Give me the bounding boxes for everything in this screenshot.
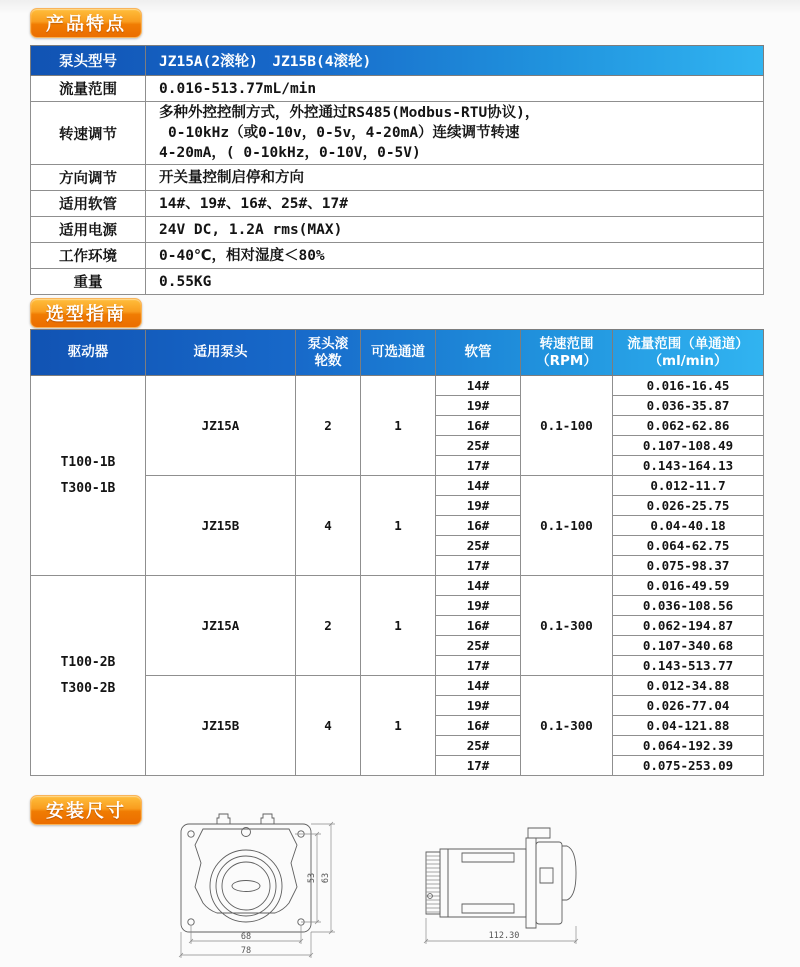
- flow-cell: 0.036-108.56: [613, 596, 764, 616]
- inlet-port-outline: [217, 814, 230, 824]
- tube-cell: 17#: [436, 756, 521, 776]
- spec-value: [146, 217, 764, 243]
- section-badge-selection-guide: 选型指南: [30, 298, 142, 328]
- spec-value: [146, 76, 764, 102]
- spec-table: [30, 45, 764, 295]
- spec-value: [146, 269, 764, 295]
- speed-cell: 0.1-100: [521, 376, 613, 476]
- tube-cell: 16#: [436, 716, 521, 736]
- col-header-line: （ml/min）: [648, 352, 728, 369]
- spec-value-line: 0-40℃，相对湿度＜80%: [159, 247, 325, 264]
- channels-cell: 1: [361, 576, 436, 676]
- col-header-channels: 可选通道: [361, 330, 436, 376]
- connector-block: [528, 828, 550, 838]
- rollers-cell: 2: [296, 376, 361, 476]
- spec-row-direction-control: [31, 165, 764, 191]
- table-row: [31, 376, 764, 396]
- flow-cell: 0.064-62.75: [613, 536, 764, 556]
- spec-value-line: 4-20mA，( 0-10kHz，0-10V，0-5V): [159, 145, 421, 161]
- speed-cell: 0.1-100: [521, 476, 613, 576]
- flow-cell: 0.04-121.88: [613, 716, 764, 736]
- spec-header-label: 泵头型号: [31, 46, 146, 76]
- spec-label: 流量范围: [31, 76, 146, 102]
- spec-value: [146, 243, 764, 269]
- flow-cell: 0.143-164.13: [613, 456, 764, 476]
- spec-row-environment: [31, 243, 764, 269]
- col-header-tube: 软管: [436, 330, 521, 376]
- selection-guide-table: [30, 329, 764, 776]
- flow-cell: 0.075-253.09: [613, 756, 764, 776]
- tube-cell: 16#: [436, 516, 521, 536]
- flow-cell: 0.04-40.18: [613, 516, 764, 536]
- col-header-line: 转速范围: [539, 335, 594, 352]
- col-header-flow: [613, 330, 764, 376]
- tube-cell: 17#: [436, 456, 521, 476]
- tube-cell: 25#: [436, 536, 521, 556]
- tube-cell: 14#: [436, 676, 521, 696]
- rollers-cell: 2: [296, 576, 361, 676]
- pump-side-view-drawing: [418, 822, 608, 950]
- driver-cell: [31, 376, 146, 576]
- flow-cell: 0.012-11.7: [613, 476, 764, 496]
- col-header-pump-head: 适用泵头: [146, 330, 296, 376]
- col-header-line: （RPM）: [536, 352, 597, 369]
- rollers-cell: 4: [296, 676, 361, 776]
- spec-value-line: 多种外控控制方式，外控通过RS485(Modbus-RTU协议)，: [159, 105, 540, 121]
- dim-label-outer-height: 63: [321, 872, 331, 884]
- tube-cell: 19#: [436, 696, 521, 716]
- pump-head-cell: JZ15A: [146, 376, 296, 476]
- driver-model: T100-2B: [60, 654, 116, 670]
- flow-cell: 0.026-77.04: [613, 696, 764, 716]
- flow-cell: 0.062-194.87: [613, 616, 764, 636]
- flow-cell: 0.064-192.39: [613, 736, 764, 756]
- rollers-cell: 4: [296, 476, 361, 576]
- spec-row-tubing: [31, 191, 764, 217]
- dim-label-outer-width: 78: [240, 946, 252, 956]
- tube-cell: 25#: [436, 736, 521, 756]
- tube-cell: 17#: [436, 556, 521, 576]
- flow-cell: 0.036-35.87: [613, 396, 764, 416]
- channels-cell: 1: [361, 476, 436, 576]
- spec-value-line: 14#、19#、16#、25#、17#: [159, 195, 348, 212]
- col-header-rollers: [296, 330, 361, 376]
- pump-front-view-drawing: [163, 810, 363, 964]
- spec-value: [146, 102, 764, 165]
- col-header-line: 泵头滚: [307, 335, 349, 352]
- tube-cell: 25#: [436, 636, 521, 656]
- spec-value-line: 开关量控制启停和方向: [159, 169, 304, 186]
- pump-housing-outline: [195, 829, 297, 913]
- spec-value: [146, 191, 764, 217]
- spec-row-weight: [31, 269, 764, 295]
- driver-cell: [31, 576, 146, 776]
- pump-head-cell: JZ15B: [146, 476, 296, 576]
- tube-cell: 17#: [436, 656, 521, 676]
- col-header-line: 流量范围（单通道）: [627, 335, 749, 352]
- spec-value-line: 24V DC, 1.2A rms(MAX): [159, 221, 343, 238]
- flow-cell: 0.016-16.45: [613, 376, 764, 396]
- driver-model: T100-1B: [60, 454, 116, 470]
- section-badge-install-dimensions: 安装尺寸: [30, 795, 142, 825]
- flow-cell: 0.026-25.75: [613, 496, 764, 516]
- tube-cell: 19#: [436, 496, 521, 516]
- outlet-port-outline: [261, 814, 274, 824]
- selection-header-row: [31, 330, 764, 376]
- flow-cell: 0.143-513.77: [613, 656, 764, 676]
- spec-row-power: [31, 217, 764, 243]
- tube-cell: 16#: [436, 616, 521, 636]
- spec-row-flow-range: [31, 76, 764, 102]
- flow-cell: 0.016-49.59: [613, 576, 764, 596]
- channels-cell: 1: [361, 676, 436, 776]
- speed-cell: 0.1-300: [521, 576, 613, 676]
- spec-label: 适用软管: [31, 191, 146, 217]
- section-badge-product-features: 产品特点: [30, 8, 142, 38]
- flow-cell: 0.107-108.49: [613, 436, 764, 456]
- spec-label: 工作环境: [31, 243, 146, 269]
- spec-row-speed-control: [31, 102, 764, 165]
- flow-cell: 0.012-34.88: [613, 676, 764, 696]
- spec-value-line: 0.55KG: [159, 273, 212, 290]
- flow-cell: 0.075-98.37: [613, 556, 764, 576]
- mounting-flange: [526, 838, 536, 928]
- motor-fins: [426, 852, 440, 914]
- dim-label-inner-height: 53: [307, 872, 317, 884]
- tube-cell: 19#: [436, 596, 521, 616]
- channels-cell: 1: [361, 376, 436, 476]
- tube-cell: 14#: [436, 476, 521, 496]
- tube-cell: 14#: [436, 576, 521, 596]
- head-cover-curve: [562, 846, 576, 900]
- driver-model: T300-2B: [60, 680, 116, 696]
- spec-header-row: [31, 46, 764, 76]
- spec-label: 适用电源: [31, 217, 146, 243]
- col-header-line: 轮数: [314, 352, 342, 369]
- tube-cell: 14#: [436, 376, 521, 396]
- flow-cell: 0.107-340.68: [613, 636, 764, 656]
- col-header-driver: 驱动器: [31, 330, 146, 376]
- driver-model: T300-1B: [60, 480, 116, 496]
- speed-cell: 0.1-300: [521, 676, 613, 776]
- col-header-speed: [521, 330, 613, 376]
- spec-value-line: 0-10kHz（或0-10v，0-5v，4-20mA）连续调节转速: [168, 125, 520, 141]
- tube-cell: 25#: [436, 436, 521, 456]
- pump-head-cell: JZ15B: [146, 676, 296, 776]
- spec-value-line: 0.016-513.77mL/min: [159, 80, 317, 97]
- tube-cell: 19#: [436, 396, 521, 416]
- pump-head-cell: JZ15A: [146, 576, 296, 676]
- table-row: [31, 576, 764, 596]
- brand-logo-mark: [232, 881, 260, 892]
- motor-end-flange: [440, 849, 448, 917]
- spec-label: 重量: [31, 269, 146, 295]
- dim-label-length: 112.30: [488, 931, 520, 941]
- spec-label: 方向调节: [31, 165, 146, 191]
- spec-header-value: JZ15A(2滚轮) JZ15B(4滚轮): [146, 46, 764, 76]
- flow-cell: 0.062-62.86: [613, 416, 764, 436]
- spec-value: [146, 165, 764, 191]
- dim-label-inner-width: 68: [240, 932, 252, 942]
- tube-cell: 16#: [436, 416, 521, 436]
- spec-label: 转速调节: [31, 102, 146, 165]
